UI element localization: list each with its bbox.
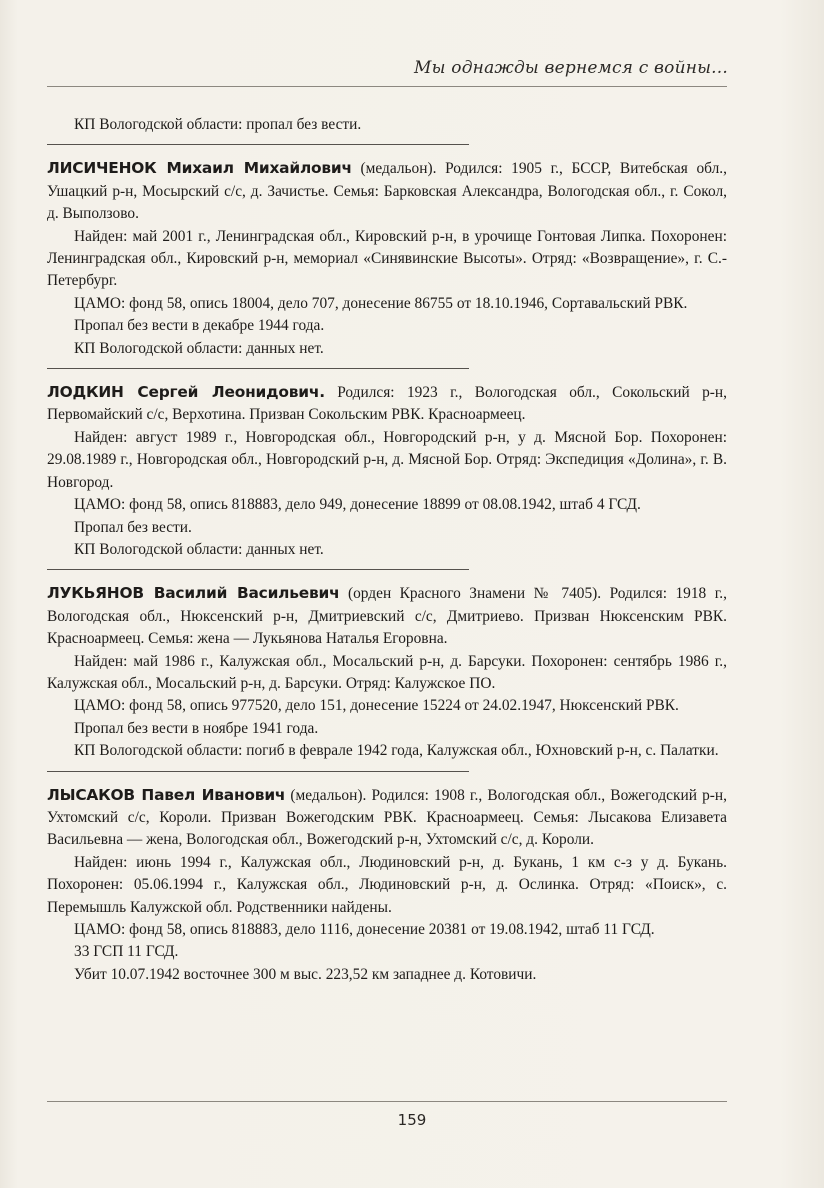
intro-line: КП Вологодской области: пропал без вести.	[74, 116, 362, 133]
entry-separator	[47, 569, 469, 570]
header-rule	[47, 86, 727, 87]
entry-header	[47, 582, 727, 650]
found-paragraph: Найден: август 1989 г., Новгородская обл., Новгородский р-н, у д. Мясной Бор. Похоронен: 29.08.1989 г., Новгородская обл., Новгородский р-н, д. Мясной Бор. Отряд: Экспедиция «Долина», г. В. Новгород.	[47, 428, 727, 491]
entry-header	[47, 381, 727, 427]
regional-record-paragraph: КП Вологодской области: данных нет.	[74, 540, 324, 558]
archive-paragraph: ЦАМО: фонд 58, опись 977520, дело 151, донесение 15224 от 24.02.1947, Нюксенский РВК.	[74, 697, 679, 715]
entry-header	[47, 157, 727, 225]
person-name: ЛИСИЧЕНОК Михаил Михайлович	[47, 159, 352, 178]
entry-header-text: Родился: 1923 г., Вологодская обл., Сокольский р-н, Первомайский с/с, Верхотина. Призван Сокольским РВК. Красноармеец.	[47, 384, 728, 424]
archive-paragraph: ЦАМО: фонд 58, опись 18004, дело 707, донесение 86755 от 18.10.1946, Сортавальский РВК.	[74, 294, 688, 312]
entry-header-text: (медальон). Родился: 1905 г., БССР, Витебская обл., Ушацкий р-н, Мосырский с/с, д. Зачистье. Семья: Барковская Александра, Вологодская обл., г. Сокол, д. Выползово.	[47, 160, 727, 223]
found-paragraph: Найден: июнь 1994 г., Калужская обл., Людиновский р-н, д. Букань, 1 км с-з у д. Букань. Похоронен: 05.06.1994 г., Калужская обл., Людиновский р-н, д. Ослинка. Отряд: «Поиск», с. Перемышль Калужской обл. Родственники найдены.	[47, 853, 727, 916]
unit-paragraph: 33 ГСП 11 ГСД.	[74, 943, 179, 961]
entry-separator	[47, 771, 469, 772]
status-paragraph: Пропал без вести.	[74, 518, 192, 536]
entry-separator	[47, 144, 469, 145]
status-paragraph: Пропал без вести в ноябре 1941 года.	[74, 719, 319, 737]
entry-separator	[47, 368, 469, 369]
person-name: ЛОДКИН Сергей Леонидович.	[47, 383, 325, 402]
entry-lodkin	[47, 381, 727, 561]
page-body	[47, 114, 727, 986]
archive-paragraph: ЦАМО: фонд 58, опись 818883, дело 1116, донесение 20381 от 19.08.1942, штаб 11 ГСД.	[74, 921, 655, 938]
status-paragraph: Пропал без вести в декабре 1944 года.	[74, 317, 325, 335]
entry-header-text: (орден Красного Знамени № 7405). Родился: 1918 г., Вологодская обл., Нюксенский р-н, Дмитриевский с/с, Дмитриево. Призван Нюксенским РВК. Красноармеец. Семья: жена — Лукьянова Наталья Егоровна.	[47, 585, 727, 648]
entry-header	[47, 784, 727, 852]
person-name: ЛЫСАКОВ Павел Иванович	[47, 785, 286, 804]
found-paragraph: Найден: май 1986 г., Калужская обл., Мосальский р-н, д. Барсуки. Похоронен: сентябрь 1986 г., Калужская обл., Мосальский р-н, д. Барсуки. Отряд: Калужское ПО.	[47, 652, 727, 692]
running-head: Мы однажды вернемся с войны...	[414, 58, 728, 78]
entry-lisichenok	[47, 157, 727, 360]
person-name: ЛУКЬЯНОВ Василий Васильевич	[47, 584, 340, 603]
found-paragraph: Найден: май 2001 г., Ленинградская обл., Кировский р-н, в урочище Гонтовая Липка. Похоронен: Ленинградская обл., Кировский р-н, мемориал «Синявинские Высоты». Отряд: «Возвращение», г. С.-Петербург.	[47, 227, 727, 290]
footer-rule	[47, 1101, 727, 1102]
regional-record-paragraph: КП Вологодской области: погиб в феврале 1942 года, Калужская обл., Юхновский р-н, с. Палатки.	[74, 742, 719, 760]
page-number: 159	[397, 1111, 427, 1129]
entry-lukyanov	[47, 582, 727, 762]
entry-lysakov	[47, 784, 727, 987]
entry-header-text: (медальон). Родился: 1908 г., Вологодская обл., Вожегодский р-н, Ухтомский с/с, Короли. Призван Вожегодским РВК. Красноармеец. Семья: Лысакова Елизавета Васильевна — жена, Вологодская обл., Вожегодский р-н, Ухтомский с/с, д. Короли.	[47, 786, 727, 849]
archive-paragraph: ЦАМО: фонд 58, опись 818883, дело 949, донесение 18899 от 08.08.1942, штаб 4 ГСД.	[74, 496, 641, 514]
regional-record-paragraph: КП Вологодской области: данных нет.	[74, 339, 324, 357]
status-paragraph: Убит 10.07.1942 восточнее 300 м выс. 223,52 км западнее д. Котовичи.	[74, 965, 537, 983]
